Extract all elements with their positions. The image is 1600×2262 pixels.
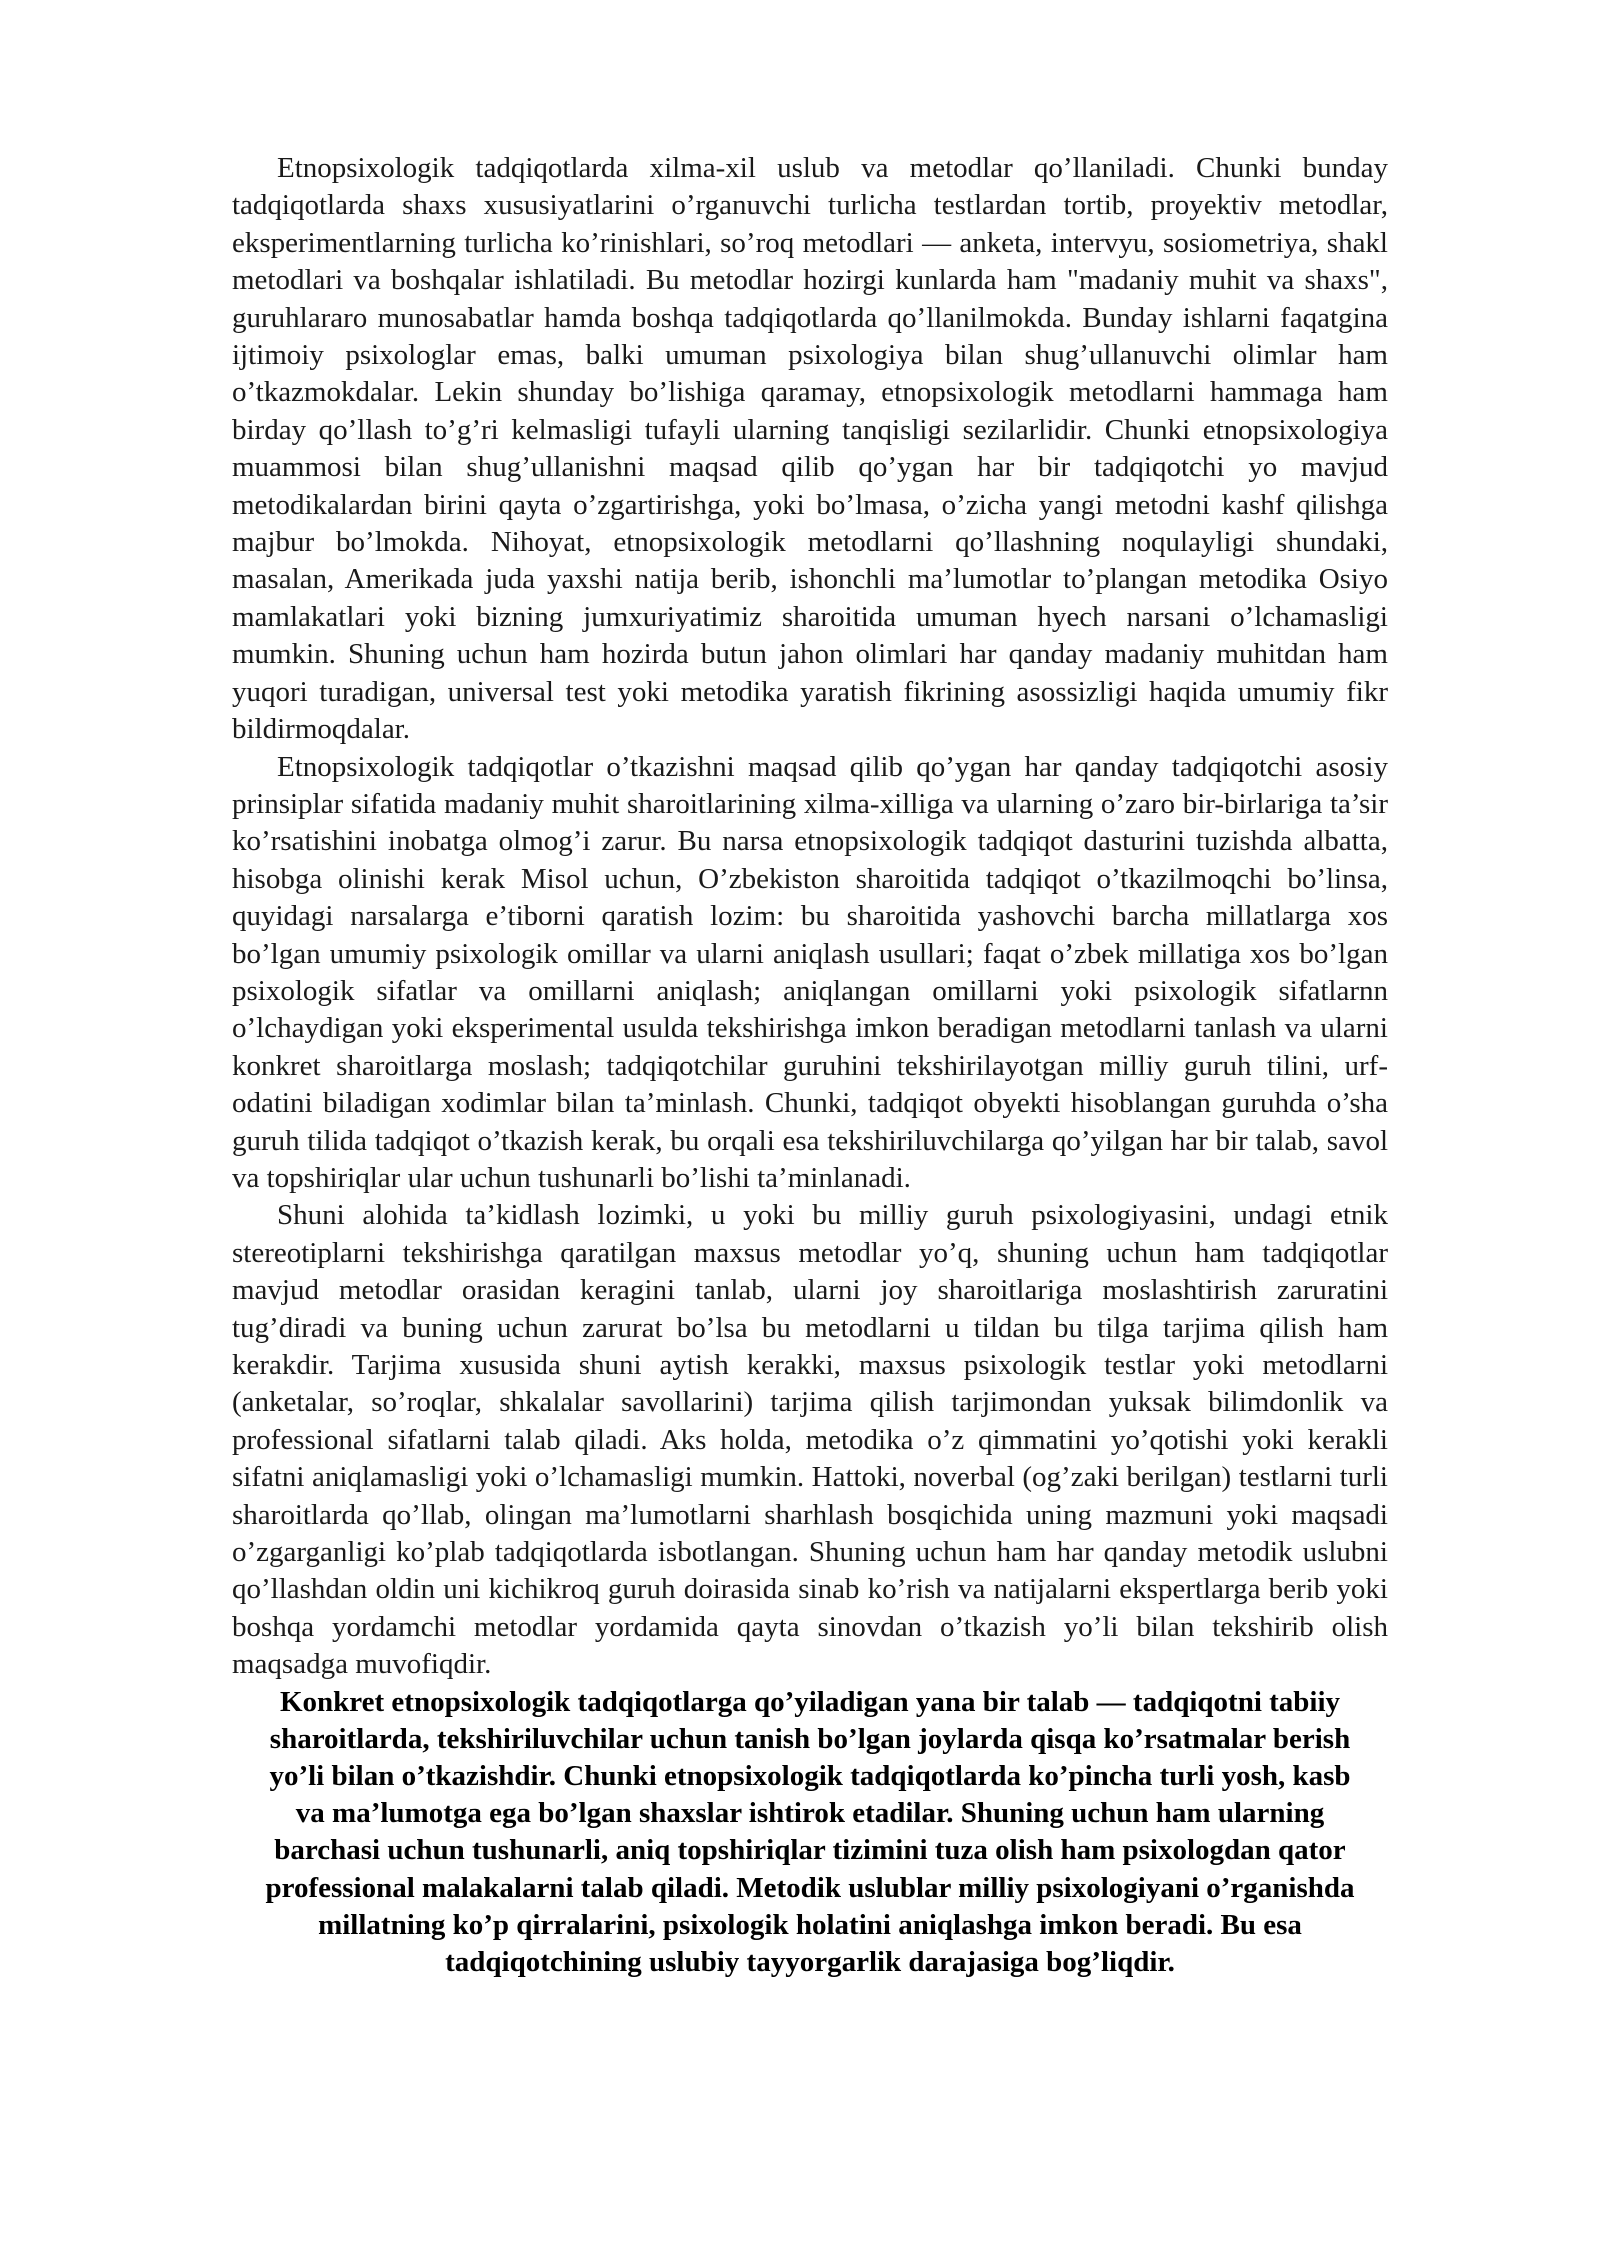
paragraph-methods-overview: Etnopsixologik tadqiqotlarda xilma-xil uslub va metodlar qo’llaniladi. Chunki bunday tadqiqotlarda shaxs xususiyatlarini o’rganuvchi turlicha testlardan tortib, proyektiv metodlar, eksperimentlarning turlicha ko’rinishlari, so’roq metodlari — anketa, intervyu, sosiometriya, shakl metodlari va boshqalar ishlatiladi. Bu metodlar hozirgi kunlarda ham "madaniy muhit va shaxs", guruhlararo munosabatlar hamda boshqa tadqiqotlarda qo’llanilmokda. Bunday ishlarni faqatgina ijtimoiy psixologlar emas, balki umuman psixologiya bilan shug’ullanuvchi olimlar ham o’tkazmokdalar. Lekin shunday bo’lishiga qaramay, etnopsixologik metodlarni hammaga ham birday qo’llash to’g’ri kelmasligi tufayli ularning tanqisligi sezilarlidir. Chunki etnopsixologiya muammosi bilan shug’ullanishni maqsad qilib qo’ygan har bir tadqiqotchi yo mavjud metodikalardan birini qayta o’zgartirishga, yoki bo’lmasa, o’zicha yangi metodni kashf qilishga majbur bo’lmokda. Nihoyat, etnopsixologik metodlarni qo’llashning noqulayligi shundaki, masalan, Amerikada juda yaxshi natija berib, ishonchli ma’lumotlar to’plangan metodika Osiyo mamlakatlari yoki bizning jumxuriyatimiz sharoitida umuman hyech narsani o’lchamasligi mumkin. Shuning uchun ham hozirda butun jahon olimlari har qanday madaniy muhitdan ham yuqori turadigan, universal test yoki metodika yaratish fikrining asossizligi haqida umumiy fikr bildirmoqdalar. (232, 152, 1388, 746)
paragraph-translation-of-methods: Shuni alohida ta’kidlash lozimki, u yoki bu milliy guruh psixologiyasini, undagi etnik stereotiplarni tekshirishga qaratilgan maxsus metodlar yo’q, shuning uchun ham tadqiqotlar mavjud metodlar orasidan keragini tanlab, ularni joy sharoitlariga moslashtirish zaruratini tug’diradi va buning uchun zarurat bo’lsa bu metodlarni u tildan bu tilga tarjima qilish ham kerakdir. Tarjima xususida shuni aytish kerakki, maxsus psixologik testlar yoki metodlarni (anketalar, so’roqlar, shkalalar savollarini) tarjima qilish tarjimondan yuksak bilimdonlik va professional sifatlarni talab qiladi. Aks holda, metodika o’z qimmatini yo’qotishi yoki kerakli sifatni aniqlamasligi yoki o’lchamasligi mumkin. Hattoki, noverbal (og’zaki berilgan) testlarni turli sharoitlarda qo’llab, olingan ma’lumotlarni sharhlash bosqichida uning mazmuni yoki maqsadi o’zgarganligi ko’plab tadqiqotlarda isbotlangan. Shuning uchun ham har qanday metodik uslubni qo’llashdan oldin uni kichikroq guruh doirasida sinab ko’rish va natijalarni ekspertlarga berib yoki boshqa yordamchi metodlar yordamida qayta sinovdan o’tkazish yo’li bilan tekshirib olish maqsadga muvofiqdir. (232, 1199, 1388, 1681)
paragraph-natural-conditions-requirement: Konkret etnopsixologik tadqiqotlarga qo’yiladigan yana bir talab — tadqiqotni tabiiy sharoitlarda, tekshiriluvchilar uchun tanish bo’lgan joylarda qisqa ko’rsatmalar berish yo’li bilan o’tkazishdir. Chunki etnopsixologik tadqiqotlarda ko’pincha turli yosh, kasb va ma’lumotga ega bo’lgan shaxslar ishtirok etadilar. Shuning uchun ham ularning barchasi uchun tushunarli, aniq topshiriqlar tizimini tuza olish ham psixologdan qator professional malakalarni talab qiladi. Metodik uslublar milliy psixologiyani o’rganishda millatning ko’p qirralarini, psixologik holatini aniqlashga imkon beradi. Bu esa tadqiqotchining uslubiy tayyorgarlik darajasiga bog’liqdir. (265, 1685, 1355, 1979)
paragraph-research-principles: Etnopsixologik tadqiqotlar o’tkazishni maqsad qilib qo’ygan har qanday tadqiqotchi asosiy prinsiplar sifatida madaniy muhit sharoitlarining xilma-xilliga va ularning o’zaro bir-birlariga ta’sir ko’rsatishini inobatga olmog’i zarur. Bu narsa etnopsixologik tadqiqot dasturini tuzishda albatta, hisobga olinishi kerak Misol uchun, O’zbekiston sharoitida tadqiqot o’tkazilmoqchi bo’linsa, quyidagi narsalarga e’tiborni qaratish lozim: bu sharoitida yashovchi barcha millatlarga xos bo’lgan umumiy psixologik omillar va ularni aniqlash usullari; faqat o’zbek millatiga xos bo’lgan psixologik sifatlar va omillarni aniqlash; aniqlangan omillarni yoki psixologik sifatlarnn o’lchaydigan yoki eksperimental usulda tekshirishga imkon beradigan metodlarni tanlash va ularni konkret sharoitlarga moslash; tadqiqotchilar guruhini tekshirilayotgan milliy guruh tilini, urf-odatini biladigan xodimlar bilan ta’minlash. Chunki, tadqiqot obyekti hisoblangan guruhda o’sha guruh tilida tadqiqot o’tkazish kerak, bu orqali esa tekshiriluvchilarga qo’yilgan har bir talab, savol va topshiriqlar ular uchun tushunarli bo’lishi ta’minlanadi. (232, 750, 1388, 1194)
document-page (232, 150, 1388, 1981)
